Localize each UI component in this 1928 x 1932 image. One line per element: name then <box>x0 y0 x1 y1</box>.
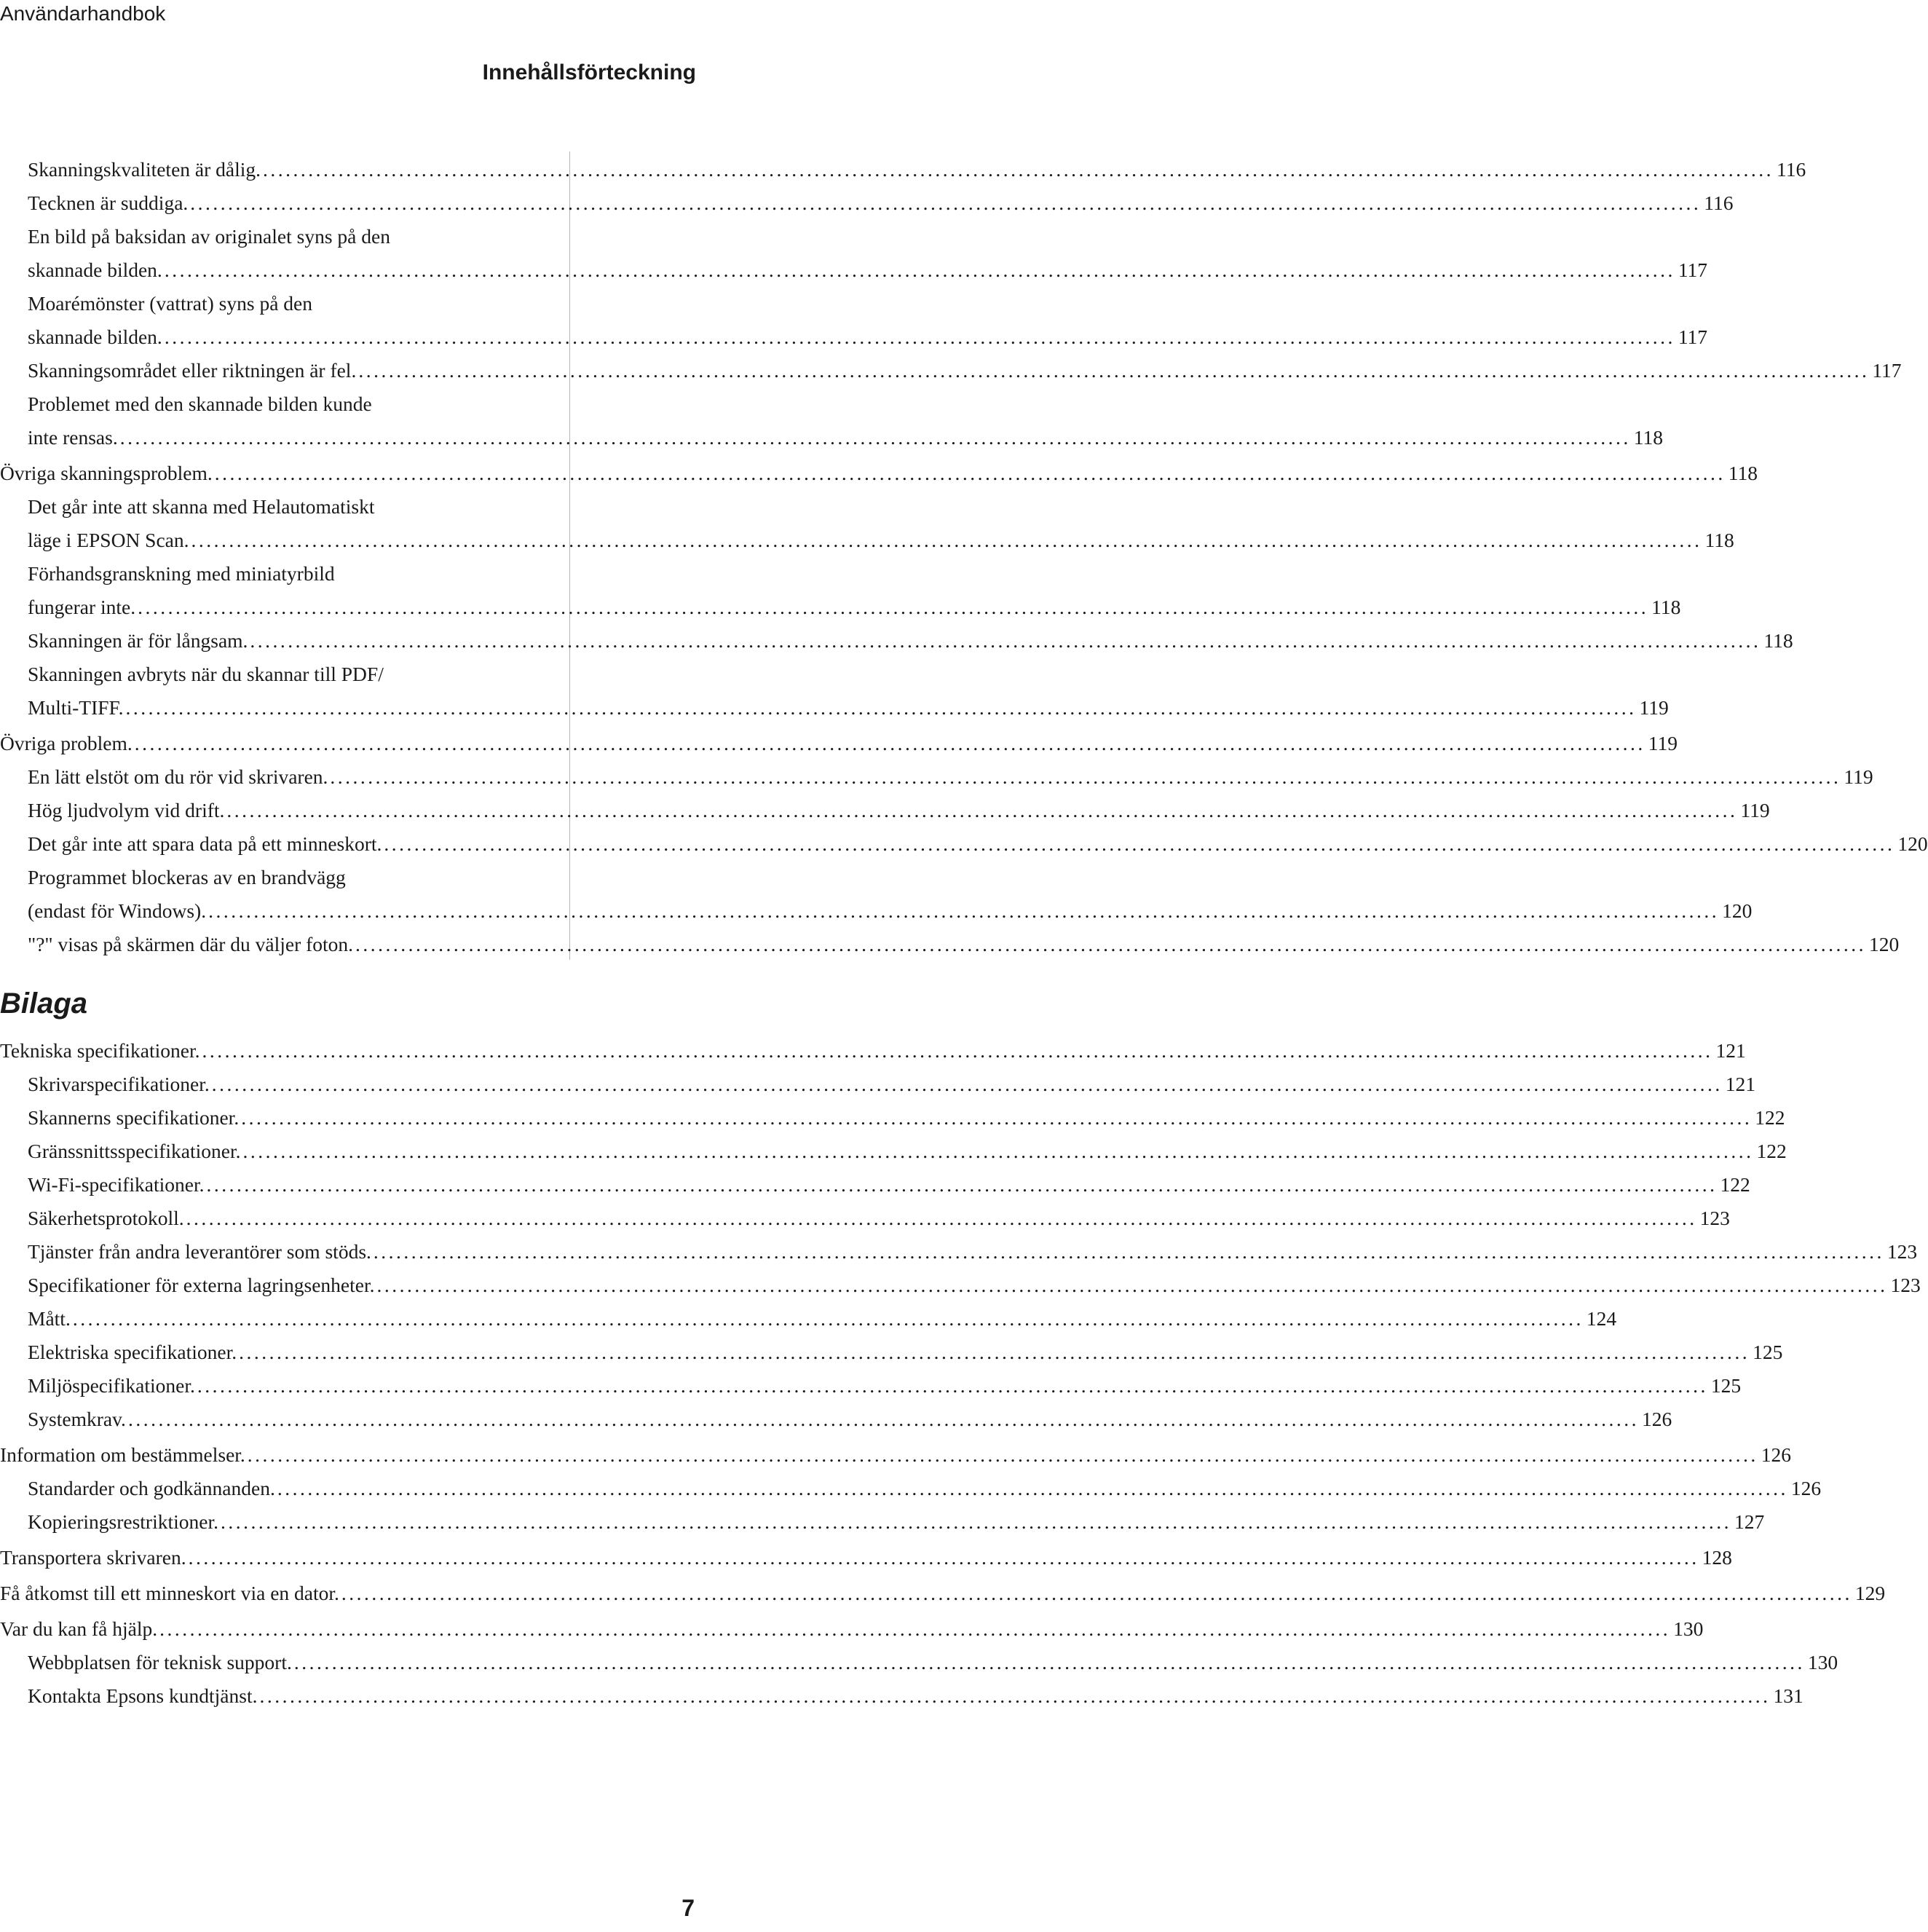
toc-entry-title: Miljöspecifikationer. <box>28 1374 195 1397</box>
dot-leader: ........................................................................................................................................................................................................ <box>202 1039 1713 1062</box>
toc-entry-title: Säkerhetsprotokoll. <box>28 1207 184 1229</box>
toc-entry-title: Kopieringsrestriktioner. <box>28 1510 218 1533</box>
toc-page-number: 119 <box>1844 765 1873 788</box>
dot-leader: ........................................................................................................................................................................................................ <box>134 732 1645 754</box>
toc-entry[interactable] <box>0 557 1681 624</box>
toc-entry[interactable] <box>0 1336 1783 1369</box>
toc-entry-title: Hög ljudvolym vid drift. <box>28 799 225 821</box>
toc-entry-title: Skanningen är för långsam. <box>28 629 248 652</box>
toc-entry-title: Tecknen är suddiga. <box>28 192 189 214</box>
toc-entry-title: Kontakta Epsons kundtjänst. <box>28 1684 258 1707</box>
toc-page-number: 119 <box>1639 696 1669 719</box>
dot-leader: ........................................................................................................................................................................................................ <box>208 899 1720 922</box>
toc-entry[interactable] <box>0 220 1708 287</box>
toc-entry[interactable] <box>0 794 1770 827</box>
toc-page-number: 122 <box>1720 1173 1750 1196</box>
toc-page-number: 118 <box>1651 596 1681 618</box>
dot-leader: ........................................................................................................................................................................................................ <box>226 799 1738 821</box>
toc-entry[interactable] <box>0 1101 1785 1135</box>
toc-entry-title: läge i EPSON Scan. <box>28 529 189 551</box>
dot-leader: ........................................................................................................................................................................................................ <box>239 1341 1750 1363</box>
toc-entry-title: Wi-Fi-specifikationer. <box>28 1173 205 1196</box>
toc-entry[interactable] <box>0 727 1678 760</box>
toc-entry[interactable] <box>0 490 1734 557</box>
toc-entry-title: Mått. <box>28 1307 71 1330</box>
dot-leader: ........................................................................................................................................................................................................ <box>293 1651 1805 1673</box>
toc-page-number: 123 <box>1699 1207 1730 1229</box>
section-title: Innehållsförteckning <box>482 60 696 84</box>
toc-page-number: 118 <box>1704 529 1734 551</box>
dot-leader: ........................................................................................................................................................................................................ <box>355 933 1867 955</box>
toc-entry[interactable] <box>0 760 1873 794</box>
toc-entry-title: Skannerns specifikationer. <box>28 1106 240 1129</box>
toc-page-number: 119 <box>1648 732 1678 754</box>
toc-page-number: 118 <box>1763 629 1793 652</box>
toc-entry-title: Skanningsområdet eller riktningen är fel. <box>28 359 357 382</box>
toc-entry-title: "?" visas på skärmen där du väljer foton. <box>28 933 354 955</box>
toc-entry-title: Webbplatsen för teknisk support. <box>28 1651 292 1673</box>
toc-entry[interactable] <box>0 153 1806 186</box>
manual-title: Användarhandbok <box>0 2 166 25</box>
dot-leader: ........................................................................................................................................................................................................ <box>190 192 1702 214</box>
toc-entry-title: Var du kan få hjälp. <box>0 1617 158 1640</box>
toc-page-number: 127 <box>1734 1510 1765 1533</box>
toc-entry[interactable] <box>0 1438 1792 1472</box>
toc-page-number: 122 <box>1755 1106 1785 1129</box>
toc-page-number: 124 <box>1586 1307 1617 1330</box>
toc-page-number: 117 <box>1678 326 1708 348</box>
dot-leader: ........................................................................................................................................................................................................ <box>164 259 1675 281</box>
toc-entry[interactable] <box>0 1202 1730 1235</box>
appendix-heading: Bilaga <box>0 987 88 1020</box>
toc-entry[interactable] <box>0 928 1900 961</box>
toc-entry-title: Elektriska specifikationer. <box>28 1341 237 1363</box>
toc-entry[interactable] <box>0 1034 1746 1068</box>
toc-entry[interactable] <box>0 354 1902 387</box>
toc-entry[interactable] <box>0 1679 1803 1713</box>
toc-entry-title: Systemkrav. <box>28 1408 126 1430</box>
dot-leader: ........................................................................................................................................................................................................ <box>138 596 1649 618</box>
toc-page-number: 120 <box>1869 933 1900 955</box>
toc-entry-title: Tjänster från andra leverantörer som stöds. <box>28 1240 371 1263</box>
toc-entry[interactable] <box>0 1168 1750 1202</box>
dot-leader: ........................................................................................................................................................................................................ <box>191 529 1702 551</box>
toc-entry[interactable] <box>0 1403 1672 1436</box>
toc-page-number: 119 <box>1740 799 1770 821</box>
toc-page-number: 122 <box>1756 1140 1787 1162</box>
dot-leader: ........................................................................................................................................................................................................ <box>384 832 1895 855</box>
toc-page-number: 128 <box>1702 1546 1732 1569</box>
toc-page-number: 126 <box>1761 1443 1792 1466</box>
toc-page-number: 120 <box>1897 832 1928 855</box>
toc-top-list <box>0 153 1928 961</box>
toc-entry-title: En lätt elstöt om du rör vid skrivaren. <box>28 765 328 788</box>
dot-leader: ........................................................................................................................................................................................................ <box>186 1207 1697 1229</box>
toc-entry[interactable] <box>0 827 1928 861</box>
toc-page-number: 126 <box>1641 1408 1672 1430</box>
toc-entry-title: Förhandsgranskning med miniatyrbild <box>28 562 335 585</box>
toc-page-number: 121 <box>1715 1039 1746 1062</box>
dot-leader: ........................................................................................................................................................................................................ <box>220 1510 1731 1533</box>
toc-entry-title: Övriga problem. <box>0 732 133 754</box>
dot-leader: ........................................................................................................................................................................................................ <box>242 1140 1754 1162</box>
toc-page-number: 123 <box>1886 1240 1918 1263</box>
toc-entry-title: Skanningskvaliteten är dålig. <box>28 158 261 181</box>
toc-entry[interactable] <box>0 387 1663 454</box>
toc-entry-title: Standarder och godkännanden. <box>28 1477 275 1499</box>
dot-leader: ........................................................................................................................................................................................................ <box>358 359 1870 382</box>
dot-leader: ........................................................................................................................................................................................................ <box>277 1477 1788 1499</box>
toc-entry-title: (endast för Windows). <box>28 899 207 922</box>
dot-leader: ........................................................................................................................................................................................................ <box>211 1073 1723 1095</box>
toc-entry[interactable] <box>0 1577 1886 1610</box>
dot-leader: ........................................................................................................................................................................................................ <box>119 426 1631 449</box>
toc-entry[interactable] <box>0 1068 1755 1101</box>
dot-leader: ........................................................................................................................................................................................................ <box>373 1240 1884 1263</box>
dot-leader: ........................................................................................................................................................................................................ <box>259 1684 1771 1707</box>
toc-page-number: 130 <box>1673 1617 1704 1640</box>
dot-leader: ........................................................................................................................................................................................................ <box>214 462 1726 484</box>
toc-entry[interactable] <box>0 287 1708 354</box>
dot-leader: ........................................................................................................................................................................................................ <box>250 629 1761 652</box>
dot-leader: ........................................................................................................................................................................................................ <box>330 765 1841 788</box>
toc-entry-title: fungerar inte. <box>28 596 136 618</box>
toc-page-number: 120 <box>1722 899 1753 922</box>
toc-entry[interactable] <box>0 1235 1918 1269</box>
toc-entry-title: Skrivarspecifikationer. <box>28 1073 210 1095</box>
toc-entry-title: Multi-TIFF. <box>28 696 124 719</box>
toc-page-number: 116 <box>1704 192 1734 214</box>
toc-entry-title: inte rensas. <box>28 426 118 449</box>
toc-appendix-list <box>0 1032 1921 1713</box>
toc-entry-title: skannade bilden. <box>28 326 162 348</box>
toc-entry[interactable] <box>0 861 1753 928</box>
toc-entry-title: Tekniska specifikationer. <box>0 1039 200 1062</box>
toc-entry[interactable] <box>0 1541 1732 1574</box>
dot-leader: ........................................................................................................................................................................................................ <box>188 1546 1699 1569</box>
toc-entry[interactable] <box>0 1505 1765 1539</box>
toc-page-number: 130 <box>1807 1651 1838 1673</box>
toc-entry[interactable] <box>0 1472 1822 1505</box>
page-number: 7 <box>681 1895 695 1921</box>
toc-entry[interactable] <box>0 624 1793 658</box>
toc-page-number: 129 <box>1854 1582 1886 1604</box>
toc-entry-title: Övriga skanningsproblem. <box>0 462 213 484</box>
toc-entry-title: Information om bestämmelser. <box>0 1443 245 1466</box>
toc-page-number: 118 <box>1633 426 1663 449</box>
toc-page-number: 131 <box>1773 1684 1803 1707</box>
toc-page-number: 117 <box>1872 359 1902 382</box>
dot-leader: ........................................................................................................................................................................................................ <box>72 1307 1584 1330</box>
toc-entry-title: Det går inte att skanna med Helautomatiskt <box>28 495 375 518</box>
toc-entry-title: skannade bilden. <box>28 259 162 281</box>
toc-page-number: 126 <box>1790 1477 1822 1499</box>
dot-leader: ........................................................................................................................................................................................................ <box>341 1582 1852 1604</box>
toc-entry[interactable] <box>0 1269 1921 1302</box>
dot-leader: ........................................................................................................................................................................................................ <box>247 1443 1758 1466</box>
toc-entry[interactable] <box>0 1135 1787 1168</box>
toc-entry-title: Få åtkomst till ett minneskort via en dator. <box>0 1582 339 1604</box>
dot-leader: ........................................................................................................................................................................................................ <box>263 158 1774 181</box>
toc-page-number: 116 <box>1777 158 1806 181</box>
toc-entry[interactable] <box>0 186 1734 220</box>
toc-entry-title: Gränssnittsspecifikationer. <box>28 1140 241 1162</box>
toc-page-number: 125 <box>1753 1341 1783 1363</box>
toc-page-number: 118 <box>1728 462 1758 484</box>
toc-entry-title: Programmet blockeras av en brandvägg <box>28 866 346 888</box>
dot-leader: ........................................................................................................................................................................................................ <box>376 1274 1888 1296</box>
dot-leader: ........................................................................................................................................................................................................ <box>159 1617 1671 1640</box>
toc-entry-title: En bild på baksidan av originalet syns på den <box>28 225 390 248</box>
toc-entry[interactable] <box>0 1302 1617 1336</box>
dot-leader: ........................................................................................................................................................................................................ <box>125 696 1637 719</box>
dot-leader: ........................................................................................................................................................................................................ <box>197 1374 1708 1397</box>
toc-page-number: 123 <box>1890 1274 1921 1296</box>
toc-page-number: 125 <box>1710 1374 1742 1397</box>
toc-entry-title: Moarémönster (vattrat) syns på den <box>28 292 312 315</box>
toc-page-number: 121 <box>1725 1073 1755 1095</box>
dot-leader: ........................................................................................................................................................................................................ <box>206 1173 1718 1196</box>
toc-entry-title: Skanningen avbryts när du skannar till PDF/ <box>28 663 384 685</box>
toc-entry[interactable] <box>0 1612 1704 1646</box>
toc-entry-title: Det går inte att spara data på ett minneskort. <box>28 832 382 855</box>
dot-leader: ........................................................................................................................................................................................................ <box>241 1106 1753 1129</box>
toc-entry[interactable] <box>0 1369 1742 1403</box>
toc-entry[interactable] <box>0 457 1758 490</box>
toc-entry[interactable] <box>0 658 1669 725</box>
toc-entry[interactable] <box>0 1646 1838 1679</box>
toc-page-number: 117 <box>1678 259 1708 281</box>
dot-leader: ........................................................................................................................................................................................................ <box>164 326 1675 348</box>
toc-entry-title: Specifikationer för externa lagringsenheter. <box>28 1274 375 1296</box>
dot-leader: ........................................................................................................................................................................................................ <box>127 1408 1639 1430</box>
toc-entry-title: Transportera skrivaren. <box>0 1546 186 1569</box>
toc-entry-title: Problemet med den skannade bilden kunde <box>28 393 372 415</box>
